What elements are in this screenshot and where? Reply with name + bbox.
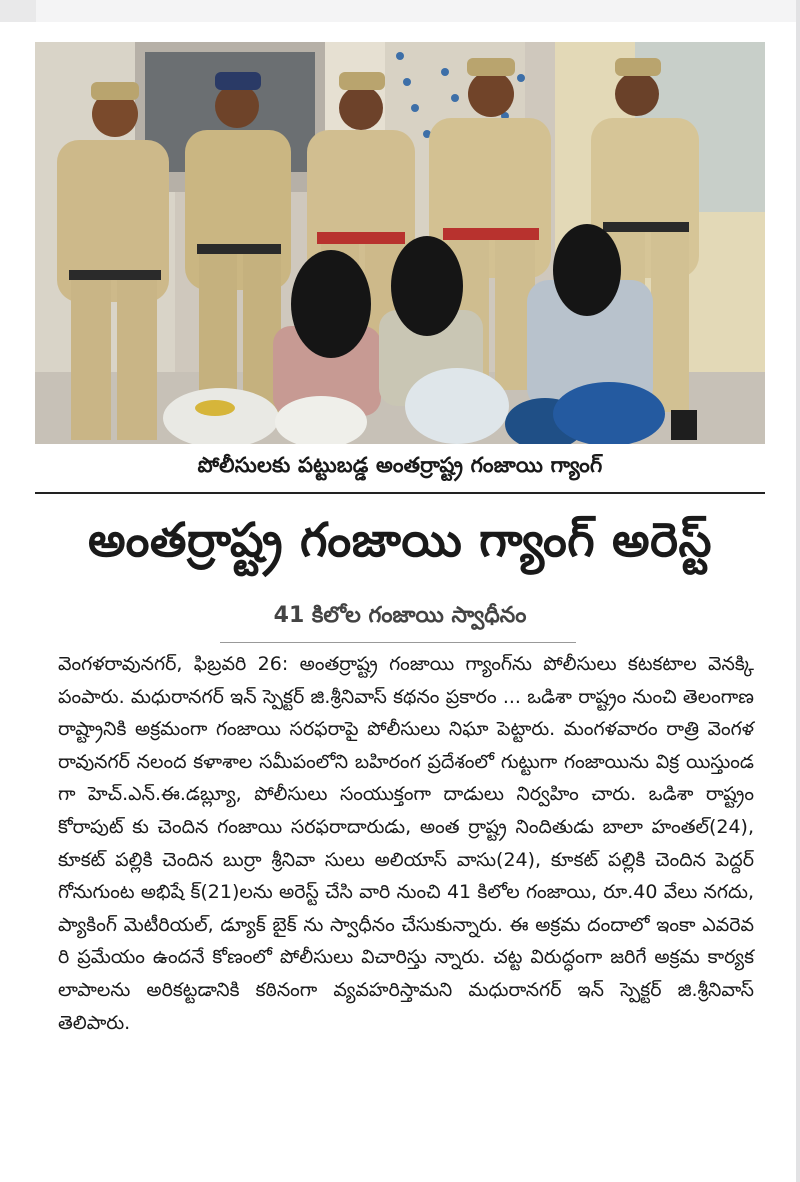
- photo-caption: పోలీసులకు పట్టుబడ్డ అంతర్రాష్ట్ర గంజాయి గ్యాంగ్: [197, 453, 603, 477]
- caption-divider: [35, 492, 765, 494]
- article-headline: అంతర్రాష్ట్ర గంజాయి గ్యాంగ్ అరెస్ట్: [87, 513, 713, 568]
- news-photo-illustration: [35, 42, 765, 444]
- page-right-border: [796, 0, 800, 1182]
- news-photo: [35, 42, 765, 444]
- page-top-strip: [0, 0, 800, 22]
- subheadline-divider: [220, 642, 576, 643]
- article-subheadline: 41 కిలోల గంజాయి స్వాధీనం: [273, 603, 527, 628]
- article-body: వెంగళరావునగర్, ఫిబ్రవరి 26: అంతర్రాష్ట్ర గంజాయి గ్యాంగ్‌ను పోలీసులు కటకటాల వెనక్కి పంపారు. మధురానగర్ ఇన్ స్పెక్టర్ జి.శ్రీనివాస్ కథనం ప్రకారం ... ఒడిశా రాష్ట్రం నుంచి తెలంగాణ రాష్ట్రానికి అక్రమంగా గంజాయి సరఫరాపై పోలీసులు నిఘా పెట్టారు. మంగళవారం రాత్రి వెంగళరావునగర్ నలంద కళాశాల సమీపంలోని బహిరంగ ప్రదేశంలో గుట్టుగా గంజాయిను విక్ర యిస్తుండగా హెచ్.ఎన్.ఈ.డబ్ల్యూ, పోలీసులు సంయుక్తంగా దాడులు నిర్వహిం చారు. ఒడిశా రాష్ట్రం కోరాపుట్ కు చెందిన గంజాయి సరఫరాదారుడు, అంత ర్రాష్ట్ర నిందితుడు బాలా హంతల్(24), కూకట్ పల్లికి చెందిన బుర్రా శ్రీనివా సులు అలియాస్ వాసు(24), కూకట్ పల్లికి చెందిన పెద్దర్ గోనుగుంట అభిషే క్(21)లను అరెస్ట్ చేసి వారి నుంచి 41 కిలోల గంజాయి, రూ.40 వేలు నగదు, ప్యాకింగ్ మెటీరియల్, డ్యూక్ బైక్ ను స్వాధీనం చేసుకున్నారు. ఈ అక్రమ దందాలో ఇంకా ఎవరెవరి ప్రమేయం ఉందనే కోణంలో పోలీసులు విచారిస్తు న్నారు. చట్ట విరుద్ధంగా జరిగే అక్రమ కార్యకలాపాలను అరికట్టడానికి కఠినంగా వ్యవహరిస్తామని మధురానగర్ ఇన్ స్పెక్టర్ జి.శ్రీనివాస్ తెలిపారు.: [58, 653, 754, 1034]
- page-top-strip-inner: [36, 0, 800, 22]
